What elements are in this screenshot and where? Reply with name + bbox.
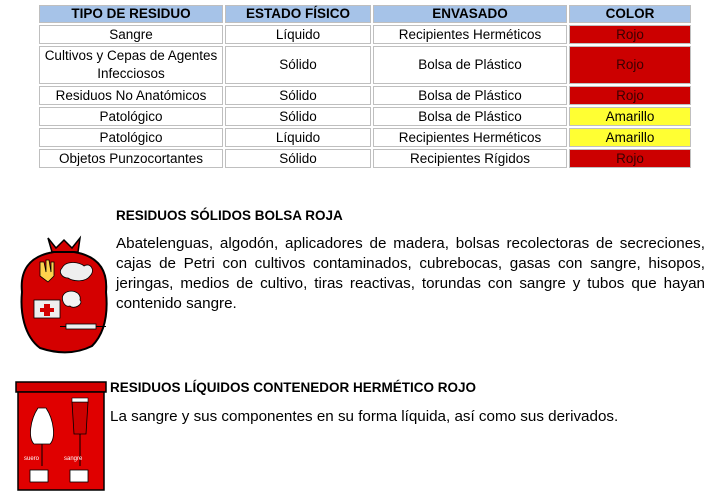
cell-color: Rojo: [569, 149, 691, 168]
cell-envasado: Recipientes Rígidos: [373, 149, 567, 168]
cell-color: Rojo: [569, 25, 691, 44]
cell-estado: Sólido: [225, 86, 371, 105]
table-row: [39, 107, 691, 126]
cell-color: Rojo: [569, 86, 691, 105]
liquidos-title: RESIDUOS LÍQUIDOS CONTENEDOR HERMÉTICO ROJO: [110, 380, 477, 395]
cell-envasado: Bolsa de Plástico: [373, 86, 567, 105]
cell-envasado: Bolsa de Plástico: [373, 46, 567, 84]
cell-tipo: Objetos Punzocortantes: [39, 149, 223, 168]
red-bag-icon: [18, 232, 110, 354]
icon-label-sangre: sangre: [64, 456, 83, 462]
cell-tipo: Residuos No Anatómicos: [39, 86, 223, 105]
cell-color: Rojo: [569, 46, 691, 84]
cell-estado: Sólido: [225, 107, 371, 126]
header-envasado: ENVASADO: [373, 5, 567, 23]
cell-color: Amarillo: [569, 128, 691, 147]
cell-envasado: Recipientes Herméticos: [373, 128, 567, 147]
cell-color: Amarillo: [569, 107, 691, 126]
cell-estado: Sólido: [225, 46, 371, 84]
cell-envasado: Recipientes Herméticos: [373, 25, 567, 44]
solidos-text: Abatelenguas, algodón, aplicadores de madera, bolsas recolectoras de secreciones, cajas de Petri con cultivos contaminados, cubrebocas, gasas con sangre, hisopos, jeringas, medios de cultivo, tiras reactivas, torundas con sangre y tubos que hayan contenido sangre.: [116, 235, 705, 312]
cell-envasado: Bolsa de Plástico: [373, 107, 567, 126]
header-tipo: TIPO DE RESIDUO: [39, 5, 223, 23]
table-row: [39, 86, 691, 105]
cell-tipo: Sangre: [39, 25, 223, 44]
cell-tipo: Patológico: [39, 128, 223, 147]
hermetic-container-icon: [14, 380, 108, 492]
table-row: [39, 128, 691, 147]
table-row: [39, 46, 691, 84]
icon-label-suero: suero: [24, 456, 40, 462]
cell-estado: Sólido: [225, 149, 371, 168]
liquidos-text: La sangre y sus componentes en su forma líquida, así como sus derivados.: [110, 408, 619, 425]
cell-estado: Líquido: [225, 25, 371, 44]
cell-estado: Líquido: [225, 128, 371, 147]
table-row: [39, 25, 691, 44]
table-header-row: [39, 5, 691, 23]
table-row: [39, 149, 691, 168]
header-color: COLOR: [569, 5, 691, 23]
cell-tipo: Cultivos y Cepas de Agentes Infecciosos: [39, 46, 223, 84]
residue-table: [37, 3, 693, 170]
container-drawing: [14, 380, 108, 492]
solidos-title: RESIDUOS SÓLIDOS BOLSA ROJA: [116, 208, 343, 223]
cell-tipo: Patológico: [39, 107, 223, 126]
header-estado: ESTADO FÍSICO: [225, 5, 371, 23]
